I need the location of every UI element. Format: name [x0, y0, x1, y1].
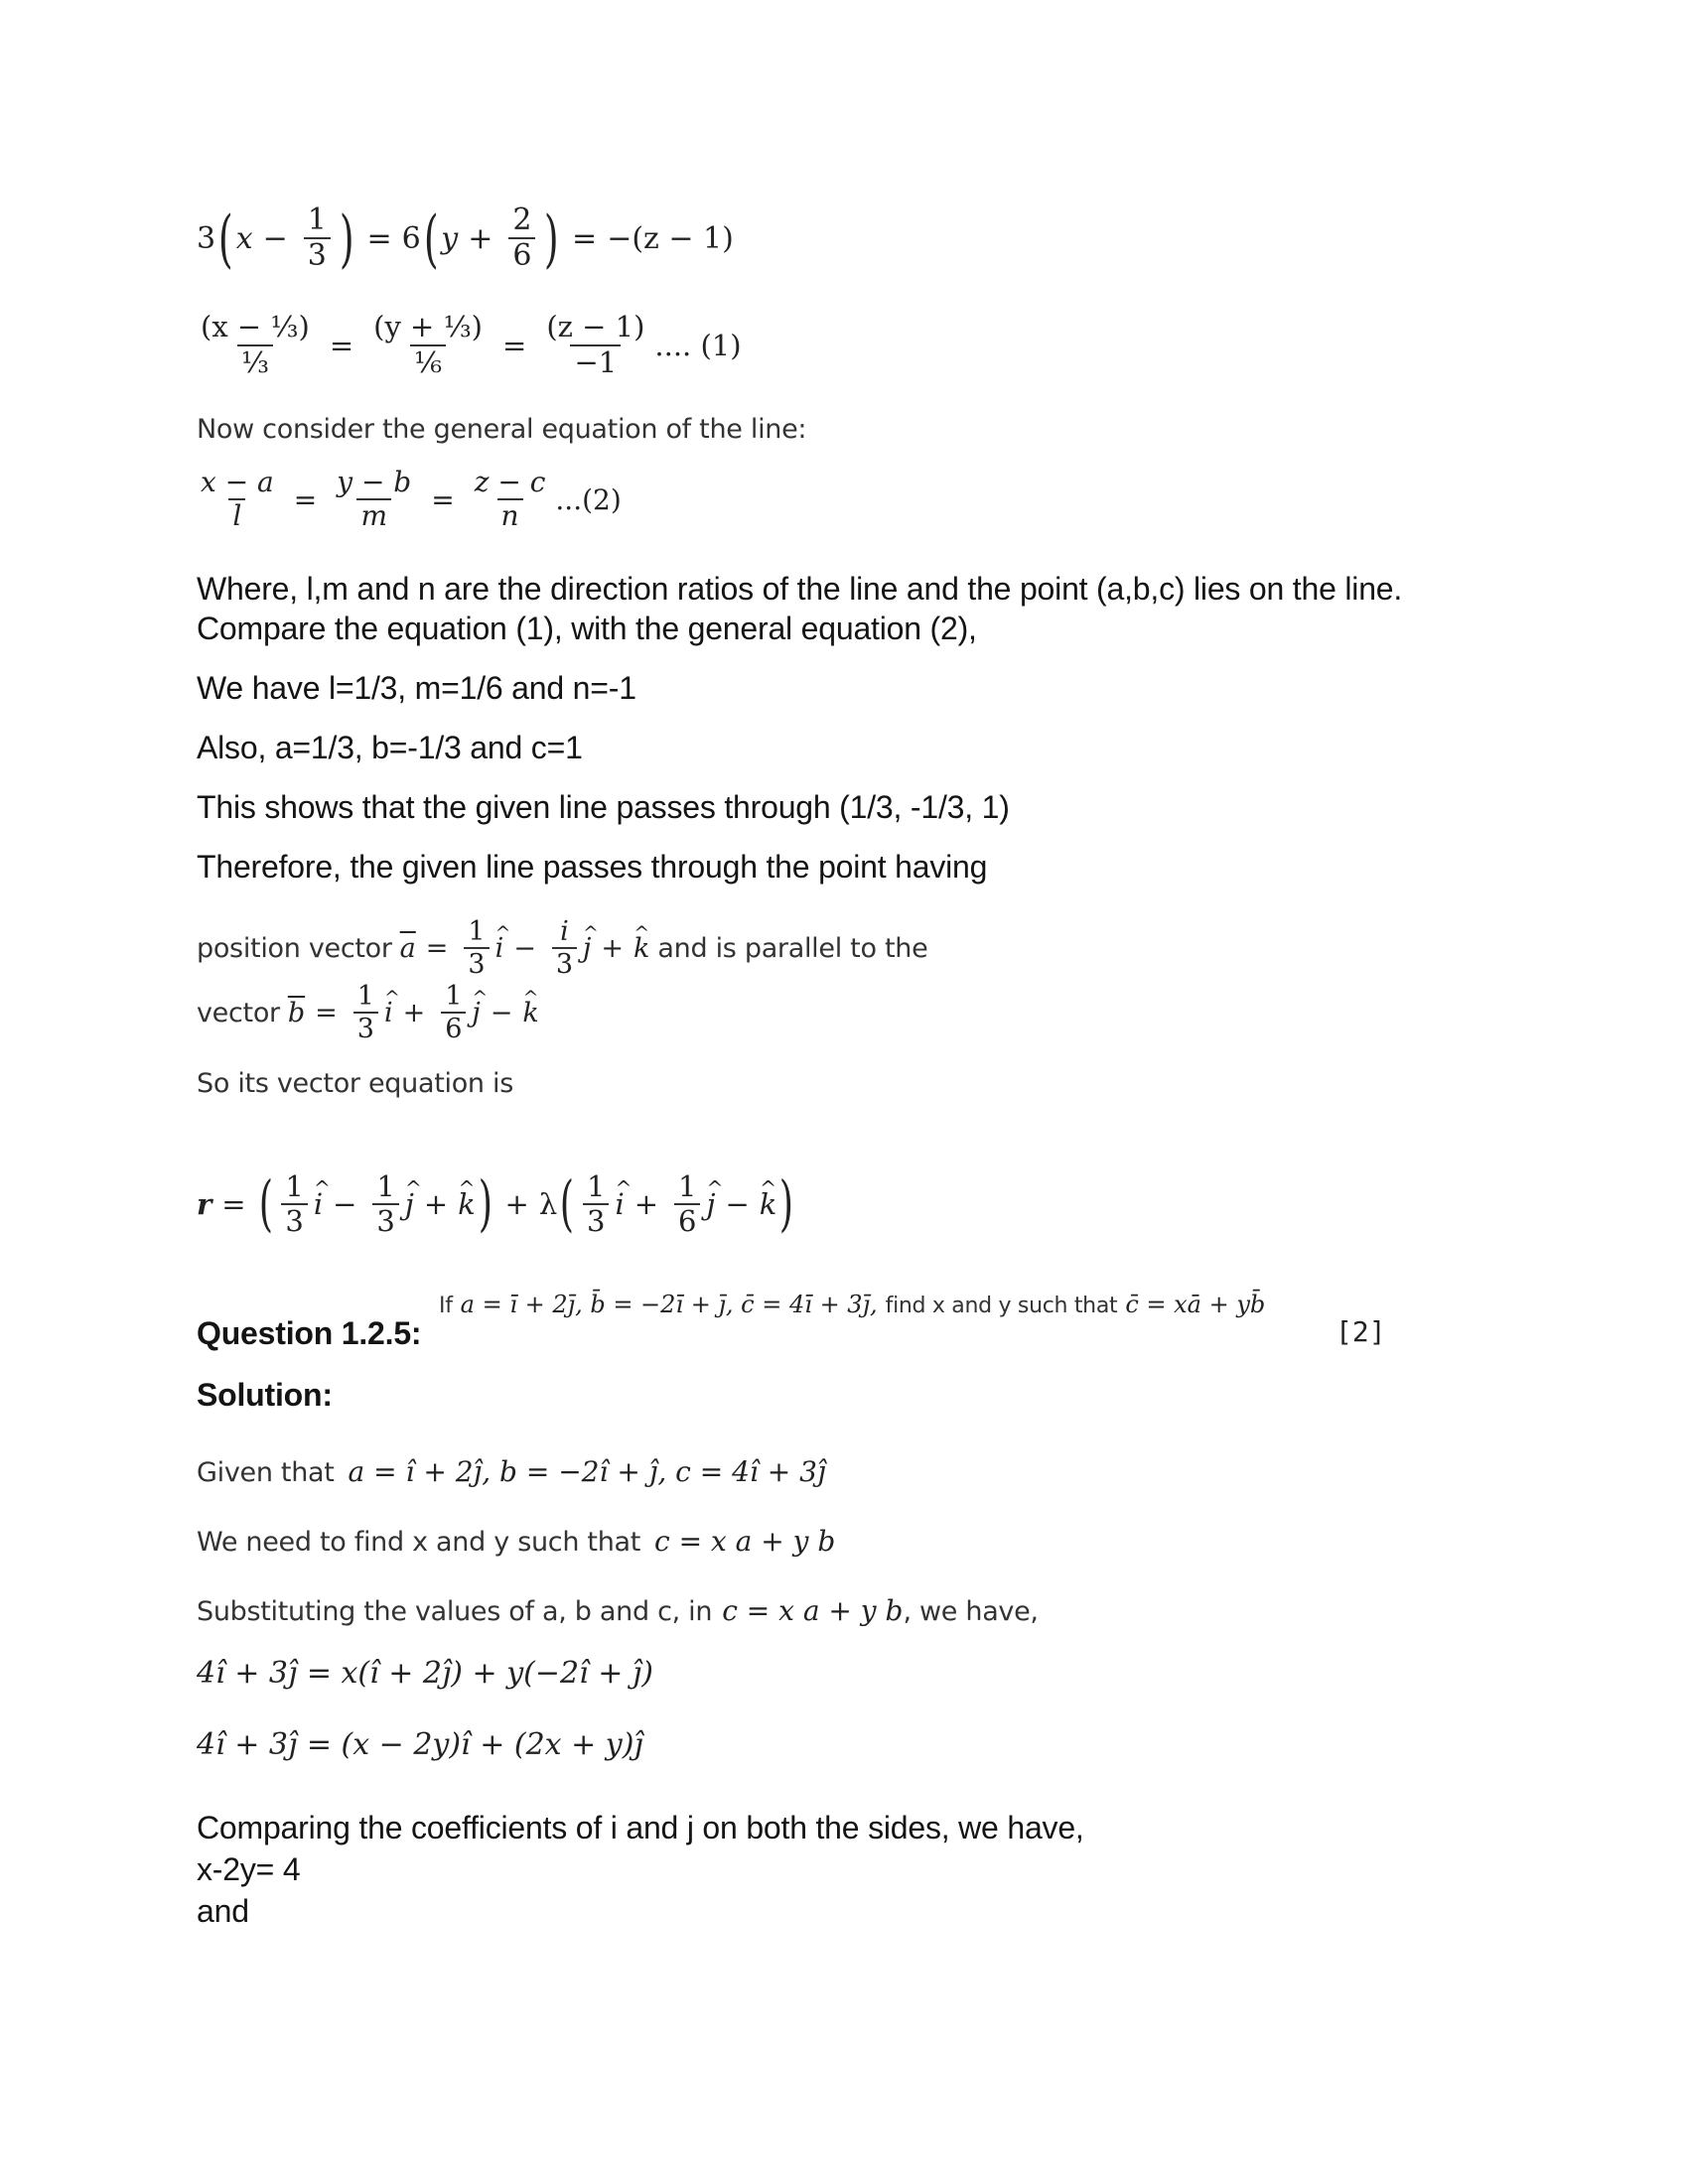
left-paren: (	[218, 202, 233, 275]
denominator: 3	[372, 1203, 398, 1238]
denominator: 3	[583, 1203, 609, 1238]
label: find x and y such that	[885, 1294, 1118, 1318]
denominator: ⅓	[237, 344, 273, 379]
lambda: λ	[538, 1187, 558, 1221]
fraction	[353, 981, 378, 1044]
denominator: −1	[570, 344, 621, 379]
operator: +	[402, 997, 426, 1028]
numerator: (z − 1)	[546, 310, 645, 344]
unit-j: j ^	[706, 1187, 715, 1221]
denominator: 3	[353, 1012, 378, 1044]
denominator: 3	[552, 947, 577, 980]
fraction	[333, 467, 415, 532]
coefficient: 6	[401, 220, 421, 256]
intro-general-equation: Now consider the general equation of the line:	[197, 414, 807, 445]
unit-i: i ^	[384, 998, 393, 1028]
operator: +	[423, 1187, 449, 1221]
numerator: 1	[356, 980, 374, 1012]
vector-equation-intro: So its vector equation is	[197, 1068, 513, 1099]
label: If	[439, 1294, 453, 1318]
numerator: (y + ⅓)	[373, 310, 483, 344]
label: We need to find x and y such that	[197, 1527, 641, 1558]
direction-vector-line	[197, 975, 539, 1050]
equation-1	[197, 298, 742, 392]
vector-r: r	[197, 1187, 212, 1221]
fraction	[304, 204, 331, 274]
fraction	[471, 467, 550, 532]
equation-2	[197, 460, 622, 539]
paragraph-also: Also, a=1/3, b=-1/3 and c=1	[197, 730, 583, 765]
numerator: (x − ⅓)	[201, 310, 310, 344]
question-label: Question 1.2.5:	[197, 1315, 422, 1351]
numerator: 1	[678, 1168, 697, 1203]
fraction	[552, 916, 577, 980]
equals: =	[502, 328, 527, 362]
fraction	[542, 311, 648, 379]
numerator: 2	[512, 202, 532, 237]
solution-label: Solution:	[197, 1377, 333, 1413]
label: and is parallel to the	[657, 932, 928, 964]
denominator: 6	[674, 1203, 700, 1238]
fraction	[369, 311, 487, 379]
unit-k: k ^	[633, 933, 649, 964]
paragraph-we-have: We have l=1/3, m=1/6 and n=-1	[197, 670, 636, 706]
operator: −	[262, 220, 288, 256]
equals: =	[572, 220, 598, 256]
operator: −	[725, 1187, 750, 1221]
paragraph-therefore: Therefore, the given line passes through the point having	[197, 849, 988, 885]
operator: +	[468, 220, 493, 256]
operator: +	[601, 932, 625, 964]
fraction	[508, 204, 535, 274]
marks-badge: [2]	[1336, 1315, 1386, 1348]
unit-j: j ^	[472, 998, 480, 1028]
numerator: i	[560, 915, 569, 947]
fraction	[441, 981, 466, 1044]
question-statement	[439, 1291, 1265, 1318]
operator: +	[504, 1187, 529, 1221]
numerator: 1	[445, 980, 463, 1012]
denominator: 3	[464, 947, 489, 980]
fraction	[372, 1170, 398, 1239]
numerator: 1	[376, 1168, 395, 1203]
right-paren: )	[544, 202, 560, 275]
label: position vector	[197, 932, 392, 964]
denominator: l	[228, 498, 245, 532]
step-1-equation: 4î + 3ĵ = x(î + 2ĵ) + y(−2î + ĵ)	[197, 1656, 653, 1691]
equals: =	[315, 997, 338, 1028]
denominator: n	[497, 498, 523, 532]
denominator: 6	[508, 237, 535, 274]
numerator: 1	[468, 915, 486, 947]
need-expression: c = x a + y b	[654, 1525, 836, 1558]
numerator: 1	[307, 202, 327, 237]
numerator: y − b	[337, 465, 412, 498]
question-target: c̄ = xā + yb̄	[1125, 1291, 1266, 1318]
given-line	[197, 1455, 826, 1488]
substitute-expression: c = x a + y b	[722, 1594, 904, 1627]
need-line	[197, 1525, 835, 1558]
left-paren: (	[423, 202, 439, 275]
substitute-line	[197, 1594, 1039, 1627]
paragraph-compare: Compare the equation (1), with the general equation (2),	[197, 611, 977, 646]
operator: −	[513, 932, 536, 964]
left-paren: (	[559, 1167, 575, 1239]
left-paren: (	[258, 1167, 273, 1239]
equals: =	[221, 1187, 246, 1221]
numerator: z − c	[474, 465, 546, 498]
unit-j: j ^	[405, 1187, 414, 1221]
equation-a: x-2y= 4	[197, 1851, 301, 1887]
variable-x: x	[235, 220, 253, 256]
denominator: 3	[281, 1203, 307, 1238]
fraction	[464, 916, 489, 980]
operator: −	[490, 997, 513, 1028]
right-paren: )	[478, 1167, 492, 1239]
denominator: m	[356, 498, 391, 532]
denominator: ⅙	[410, 344, 446, 379]
denominator: 6	[441, 1012, 466, 1044]
vector-equation	[197, 1160, 796, 1249]
equals: =	[425, 932, 449, 964]
equation-label: ...(2)	[555, 482, 622, 516]
numerator: x − a	[201, 465, 274, 498]
right-paren: )	[779, 1167, 794, 1239]
unit-k: k ^	[458, 1187, 476, 1221]
numerator: 1	[285, 1168, 304, 1203]
equals: =	[431, 482, 455, 516]
operator: +	[633, 1187, 659, 1221]
unit-j: j ^	[583, 933, 591, 964]
vector-a: $\overline{a}$	[399, 932, 416, 964]
label: Given that	[197, 1457, 335, 1488]
numerator: 1	[586, 1168, 606, 1203]
fraction	[281, 1170, 307, 1239]
expression: −(z − 1)	[607, 220, 734, 256]
equals: =	[329, 328, 354, 362]
step-2-equation: 4î + 3ĵ = (x − 2y)î + (2x + y)ĵ	[197, 1727, 643, 1762]
right-paren: )	[339, 202, 354, 275]
fraction	[674, 1170, 700, 1239]
given-expression: a = î + 2ĵ, b = −2î + ĵ, c = 4î + 3ĵ	[348, 1455, 826, 1488]
unit-i: i ^	[495, 933, 504, 964]
vector-b: $\overline{b}$	[287, 997, 306, 1028]
equation-label: .... (1)	[654, 328, 742, 362]
paragraph-where: Where, l,m and n are the direction ratios of the line and the point (a,b,c) lies on the line.	[197, 571, 1403, 607]
paragraph-comparing: Comparing the coefficients of i and j on both the sides, we have,	[197, 1810, 1084, 1845]
fraction	[583, 1170, 609, 1239]
unit-k: k ^	[522, 998, 538, 1028]
equation-expanded	[197, 199, 734, 278]
equals: =	[293, 482, 318, 516]
variable-y: y	[441, 220, 459, 256]
question-vectors: a = ī + 2j̄, b̄ = −2ī + j̄, c̄ = 4ī + 3j̄,	[460, 1291, 878, 1318]
label: vector	[197, 997, 280, 1028]
unit-k: k ^	[760, 1187, 777, 1221]
fraction	[197, 467, 278, 532]
paragraph-shows: This shows that the given line passes through (1/3, -1/3, 1)	[197, 789, 1010, 825]
unit-i: i ^	[615, 1187, 624, 1221]
denominator: 3	[304, 237, 331, 274]
fraction	[197, 311, 314, 379]
operator: −	[333, 1187, 357, 1221]
label: , we have,	[903, 1596, 1039, 1627]
label: Substituting the values of a, b and c, in	[197, 1596, 713, 1627]
paragraph-and: and	[197, 1893, 249, 1929]
unit-i: i ^	[314, 1187, 323, 1221]
coefficient: 3	[197, 220, 216, 256]
equals: =	[366, 220, 392, 256]
